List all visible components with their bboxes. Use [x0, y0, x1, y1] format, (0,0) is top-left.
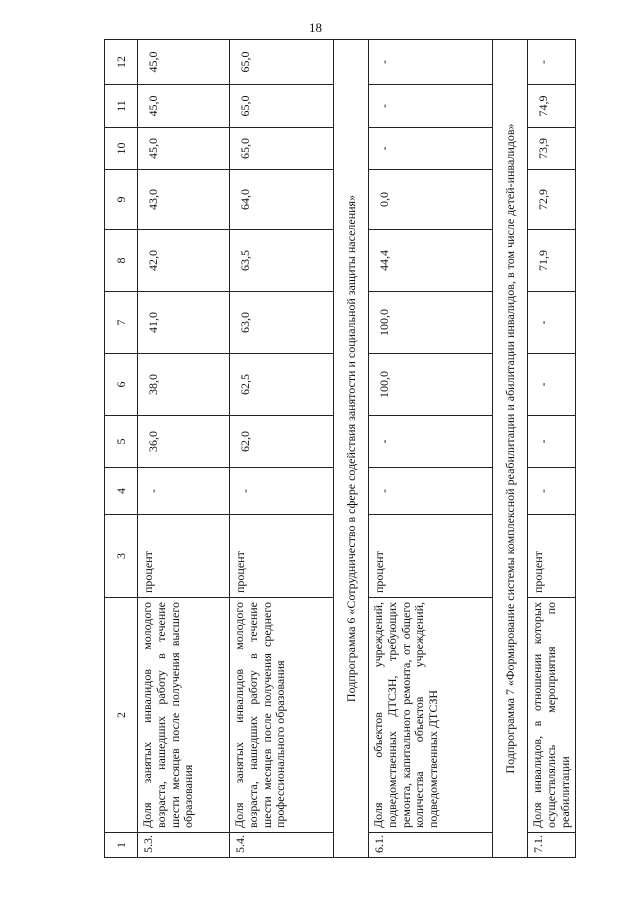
rotated-table-area: [104, 40, 572, 858]
value-cell: 62,5: [230, 354, 334, 416]
section-row: [334, 40, 369, 858]
value-cell: 45,0: [138, 128, 230, 170]
value-cell: 63,5: [230, 230, 334, 292]
value-cell: 45,0: [138, 85, 230, 128]
unit-cell: процент: [528, 515, 576, 598]
value-cell: -: [369, 416, 493, 468]
value-cell: -: [528, 468, 576, 515]
page-number: 18: [309, 20, 322, 35]
column-header: 8: [105, 230, 138, 292]
column-header: 9: [105, 170, 138, 230]
value-cell: -: [369, 468, 493, 515]
value-cell: 65,0: [230, 40, 334, 85]
column-number-row: [105, 40, 138, 858]
indicator-name: Доля инвалидов, в отношении которых осуществлялись мероприятия по реабилитации: [528, 598, 576, 833]
value-cell: 100,0: [369, 292, 493, 354]
section-title: Подпрограмма 7 «Формирование системы комплексной реабилитации и абилитации инвалидов, в том числе детей-инвалидов»: [493, 40, 528, 858]
column-header: 3: [105, 515, 138, 598]
value-cell: -: [230, 468, 334, 515]
value-cell: -: [528, 416, 576, 468]
value-cell: 74,9: [528, 85, 576, 128]
value-cell: 72,9: [528, 170, 576, 230]
column-header: 10: [105, 128, 138, 170]
value-cell: -: [369, 40, 493, 85]
value-cell: 100,0: [369, 354, 493, 416]
indicators-table: [104, 39, 576, 858]
row-number: 5.4.: [230, 833, 334, 858]
column-header: 5: [105, 416, 138, 468]
unit-cell: процент: [138, 515, 230, 598]
value-cell: 44,4: [369, 230, 493, 292]
column-header: 2: [105, 598, 138, 833]
value-cell: 71,9: [528, 230, 576, 292]
value-cell: 65,0: [230, 128, 334, 170]
column-header: 1: [105, 833, 138, 858]
table-row: [369, 40, 493, 858]
unit-cell: процент: [369, 515, 493, 598]
column-header: 12: [105, 40, 138, 85]
value-cell: -: [528, 292, 576, 354]
value-cell: 41,0: [138, 292, 230, 354]
section-title: Подпрограмма 6 «Сотрудничество в сфере содействия занятости и социальной защиты населения»: [334, 40, 369, 858]
indicator-name: Доля занятых инвалидов молодого возраста, нашедших работу в течение шести месяцев после получения среднего профессионального образования: [230, 598, 334, 833]
value-cell: 65,0: [230, 85, 334, 128]
table-row: [230, 40, 334, 858]
indicator-name: Доля занятых инвалидов молодого возраста, нашедших работу в течение шести месяцев после получения высшего образования: [138, 598, 230, 833]
value-cell: -: [528, 354, 576, 416]
value-cell: 62,0: [230, 416, 334, 468]
section-row: [493, 40, 528, 858]
value-cell: -: [369, 128, 493, 170]
row-number: 5.3.: [138, 833, 230, 858]
unit-cell: процент: [230, 515, 334, 598]
value-cell: 64,0: [230, 170, 334, 230]
column-header: 4: [105, 468, 138, 515]
value-cell: 63,0: [230, 292, 334, 354]
value-cell: 0,0: [369, 170, 493, 230]
indicator-name: Доля объектов учреждений, подведомственных ДТСЗН, требующих ремонта, капитального ремонта, от общего количества объектов учреждений, подведомственных ДТСЗН: [369, 598, 493, 833]
value-cell: -: [138, 468, 230, 515]
value-cell: 45,0: [138, 40, 230, 85]
row-number: 7.1.: [528, 833, 576, 858]
value-cell: 36,0: [138, 416, 230, 468]
value-cell: 43,0: [138, 170, 230, 230]
value-cell: 42,0: [138, 230, 230, 292]
column-header: 7: [105, 292, 138, 354]
table-row: [138, 40, 230, 858]
table-row: [528, 40, 576, 858]
value-cell: 73,9: [528, 128, 576, 170]
value-cell: -: [528, 40, 576, 85]
row-number: 6.1.: [369, 833, 493, 858]
value-cell: 38,0: [138, 354, 230, 416]
column-header: 11: [105, 85, 138, 128]
value-cell: -: [369, 85, 493, 128]
column-header: 6: [105, 354, 138, 416]
